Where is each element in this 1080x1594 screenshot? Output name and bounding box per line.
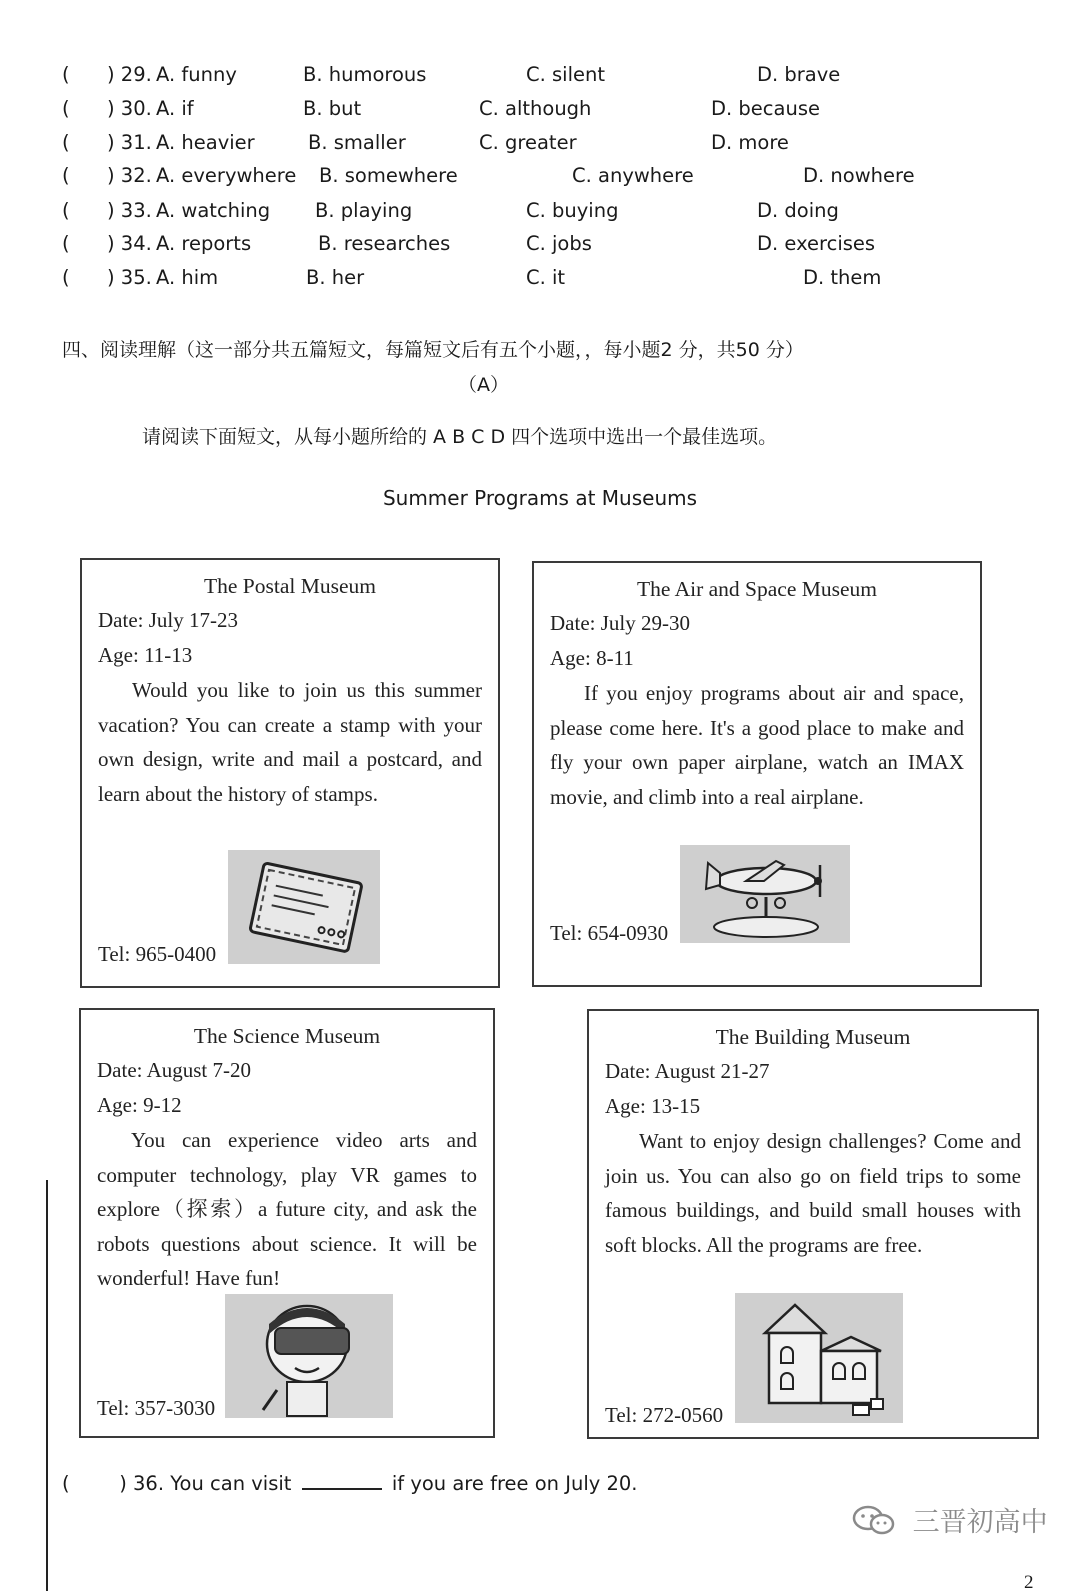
option-b: B. smaller — [308, 131, 406, 154]
question-row-30 — [62, 97, 962, 127]
answer-paren: ( — [62, 97, 70, 120]
question-number: ) 32. — [107, 164, 152, 187]
question-row-31 — [62, 131, 962, 161]
museum-date: Date: August 7-20 — [97, 1058, 251, 1082]
block-house-icon — [735, 1293, 903, 1423]
option-c: C. jobs — [526, 232, 592, 255]
passage-title: Summer Programs at Museums — [382, 486, 698, 510]
answer-paren: ( — [62, 266, 70, 289]
airplane-icon — [680, 845, 850, 943]
museum-telephone: Tel: 965-0400 — [98, 942, 217, 966]
answer-paren: ( — [62, 63, 70, 86]
answer-blank[interactable] — [302, 1470, 382, 1490]
watermark — [852, 1500, 1048, 1543]
vr-boy-icon — [225, 1294, 393, 1418]
option-a: A. reports — [156, 232, 252, 255]
watermark-text: 三晋初高中 — [912, 1507, 1048, 1538]
option-b: B. humorous — [303, 63, 427, 86]
option-a: A. him — [156, 266, 219, 289]
museum-name: The Science Museum — [193, 1024, 381, 1048]
wechat-icon — [852, 1504, 896, 1543]
option-a: A. watching — [156, 199, 271, 222]
postcard-icon — [228, 850, 380, 964]
option-a: A. funny — [156, 63, 237, 86]
museum-age: Age: 9-12 — [97, 1093, 182, 1117]
question-number: ) 34. — [107, 232, 152, 255]
option-a: A. if — [156, 97, 194, 120]
museum-name: The Air and Space Museum — [636, 577, 878, 601]
answer-paren: ( — [62, 199, 70, 222]
museum-card-science — [79, 1008, 495, 1438]
museum-age: Age: 11-13 — [98, 643, 193, 667]
option-c: C. buying — [526, 199, 619, 222]
answer-paren: ( — [62, 164, 70, 187]
museum-card-postal — [80, 558, 500, 988]
question-row-33 — [62, 199, 962, 229]
answer-paren: ( — [62, 232, 70, 255]
instructions: 请阅读下面短文，从每小题所给的 A B C D 四个选项中选出一个最佳选项。 — [142, 426, 778, 448]
question-number: ) 30. — [107, 97, 152, 120]
option-d: D. more — [711, 131, 789, 154]
option-b: B. but — [303, 97, 362, 120]
question-36-prefix: ( ) 36. You can visit — [62, 1472, 292, 1495]
option-b: B. somewhere — [319, 164, 458, 187]
option-c: C. silent — [526, 63, 606, 86]
museum-description: Would you like to join us this summer vacation? You can create a stamp with your own design, write and mail a postcard, and learn about the history of stamps. — [98, 678, 482, 806]
museum-description: If you enjoy programs about air and space, please come here. It's a good place to make and fly your own paper airplane, watch an IMAX movie, and climb into a real airplane. — [550, 681, 964, 809]
museum-telephone: Tel: 654-0930 — [550, 921, 669, 945]
option-d: D. exercises — [757, 232, 876, 255]
museum-name: The Postal Museum — [204, 574, 376, 598]
option-d: D. doing — [757, 199, 839, 222]
museum-name: The Building Museum — [715, 1025, 911, 1049]
museum-date: Date: August 21-27 — [605, 1059, 770, 1083]
museum-description: Want to enjoy design challenges? Come and join us. You can also go on field trips to some famous buildings, and build small houses with soft blocks. All the programs are free. — [605, 1129, 1021, 1257]
option-b: B. her — [306, 266, 365, 289]
museum-description: You can experience video arts and computer technology, play VR games to explore（探索）a future city, and ask the robots questions about science. It will be wonderful! Have fun! — [97, 1128, 477, 1290]
museum-card-building — [587, 1009, 1039, 1439]
question-number: ) 33. — [107, 199, 152, 222]
answer-paren: ( — [62, 131, 70, 154]
question-row-34 — [62, 232, 962, 262]
option-d: D. them — [803, 266, 882, 289]
option-b: B. playing — [315, 199, 413, 222]
option-c: C. although — [479, 97, 592, 120]
question-row-32 — [62, 164, 962, 194]
question-number: ) 35. — [107, 266, 152, 289]
option-a: A. everywhere — [156, 164, 297, 187]
museum-card-air-space — [532, 561, 982, 987]
question-row-35 — [62, 266, 962, 296]
museum-date: Date: July 29-30 — [550, 611, 690, 635]
museum-telephone: Tel: 272-0560 — [605, 1403, 724, 1427]
museum-date: Date: July 17-23 — [98, 608, 238, 632]
museum-age: Age: 8-11 — [550, 646, 634, 670]
museum-age: Age: 13-15 — [605, 1094, 701, 1118]
option-d: D. because — [711, 97, 820, 120]
option-d: D. brave — [757, 63, 841, 86]
option-a: A. heavier — [156, 131, 255, 154]
question-row-36 — [62, 1470, 638, 1495]
option-d: D. nowhere — [803, 164, 915, 187]
question-36-suffix: if you are free on July 20. — [391, 1472, 638, 1495]
option-c: C. greater — [479, 131, 577, 154]
margin-line — [46, 1180, 48, 1591]
question-number: ) 31. — [107, 131, 152, 154]
option-c: C. anywhere — [572, 164, 694, 187]
section-subheading: （A） — [458, 374, 509, 396]
section-heading: 四、阅读理解（这一部分共五篇短文，每篇短文后有五个小题，，每小题2 分，共50 分） — [62, 339, 804, 361]
question-number: ) 29. — [107, 63, 152, 86]
option-c: C. it — [526, 266, 566, 289]
question-row-29 — [62, 63, 962, 93]
page-number: 2 — [1024, 1572, 1034, 1593]
option-b: B. researches — [318, 232, 451, 255]
museum-telephone: Tel: 357-3030 — [97, 1396, 216, 1420]
